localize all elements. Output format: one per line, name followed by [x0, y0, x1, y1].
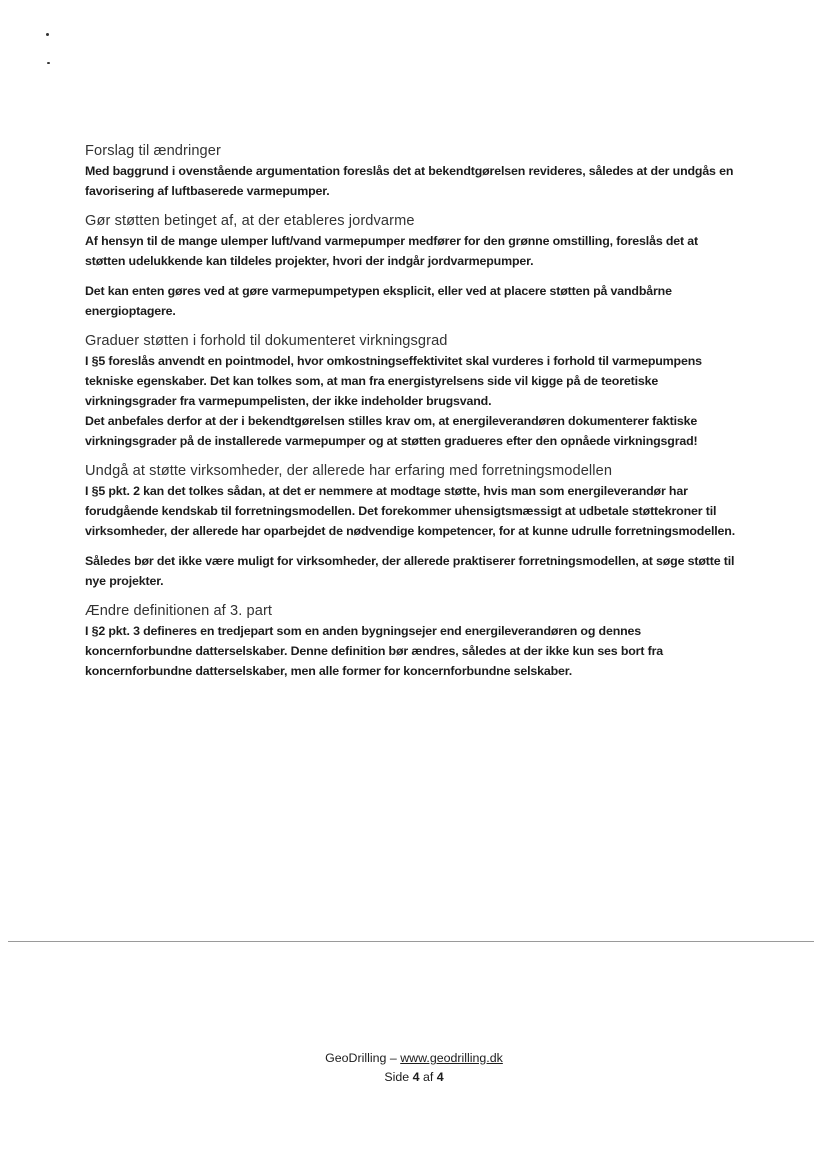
- footer-dash: –: [386, 1051, 401, 1065]
- page-number: [0, 1068, 828, 1087]
- scan-speck: [47, 62, 50, 64]
- website-link[interactable]: www.geodrilling.dk: [400, 1051, 503, 1065]
- paragraph: Det kan enten gøres ved at gøre varmepumpetypen eksplicit, eller ved at placere støtten på vandbårne energioptagere.: [85, 284, 672, 318]
- section-proposal: [85, 141, 735, 201]
- page-footer: [0, 1049, 828, 1087]
- paragraph: I §5 foreslås anvendt en pointmodel, hvor omkostningseffektivitet skal vurderes i forhold til varmepumpens tekniske egenskaber. Det kan tolkes som, at man fra energistyrelsens side vil kigge på de teoretiske virkningsgrader fra varmepumpelisten, der ikke indeholder brugsvand.: [85, 354, 702, 408]
- section-heading: Forslag til ændringer: [85, 143, 221, 159]
- section-heading: Ændre definitionen af 3. part: [85, 603, 273, 619]
- section-heading: Graduer støtten i forhold til dokumenteret virkningsgrad: [85, 333, 448, 349]
- footer-company-line: [0, 1049, 828, 1068]
- section-ground-heat: [85, 211, 735, 321]
- document-body: [85, 141, 735, 691]
- paragraph: Det anbefales derfor at der i bekendtgørelsen stilles krav om, at energileverandøren dokumenterer faktiske virkningsgrader på de installerede varmepumper og at støtten gradueres efter den opnåede virkningsgrad!: [85, 414, 698, 448]
- page-separator: af: [419, 1070, 437, 1084]
- paragraph: Med baggrund i ovenstående argumentation foreslås det at bekendtgørelsen revideres, således at der undgås en favorisering af luftbaserede varmepumper.: [85, 164, 734, 198]
- current-page: 4: [412, 1070, 420, 1084]
- total-pages: 4: [436, 1070, 444, 1084]
- paragraph: I §2 pkt. 3 defineres en tredjepart som en anden bygningsejer end energileverandøren og dennes koncernforbundne datterselskaber. Denne definition bør ændres, således at der ikke kun ses bort fra koncernforbundne datterselskaber, men alle former for koncernforbundne selskaber.: [85, 624, 664, 678]
- paragraph: Således bør det ikke være muligt for virksomheder, der allerede praktiserer forretningsmodellen, at søge støtte til nye projekter.: [85, 554, 735, 588]
- footer-divider: [8, 941, 814, 942]
- section-efficiency: [85, 331, 735, 451]
- section-third-party: [85, 601, 735, 681]
- page-prefix: Side: [384, 1070, 413, 1084]
- paragraph: Af hensyn til de mange ulemper luft/vand varmepumper medfører for den grønne omstilling, foreslås det at støtten udelukkende kan tildeles projekter, hvori der indgår jordvarmepumper.: [85, 234, 698, 268]
- company-name: GeoDrilling: [325, 1051, 387, 1065]
- paragraph: I §5 pkt. 2 kan det tolkes sådan, at det er nemmere at modtage støtte, hvis man som energileverandør har forudgående kendskab til forretningsmodellen. Det forekommer uhensigtsmæssigt at udbetale støttekroner til virksomheder, der allerede har oparbejdet de nødvendige kompetencer, for at kunne udrulle forretningsmodellen.: [85, 484, 736, 538]
- section-heading: Gør støtten betinget af, at der etableres jordvarme: [85, 213, 415, 229]
- section-heading: Undgå at støtte virksomheder, der allerede har erfaring med forretningsmodellen: [85, 463, 613, 479]
- scan-speck: [46, 33, 49, 36]
- section-experienced-companies: [85, 461, 735, 591]
